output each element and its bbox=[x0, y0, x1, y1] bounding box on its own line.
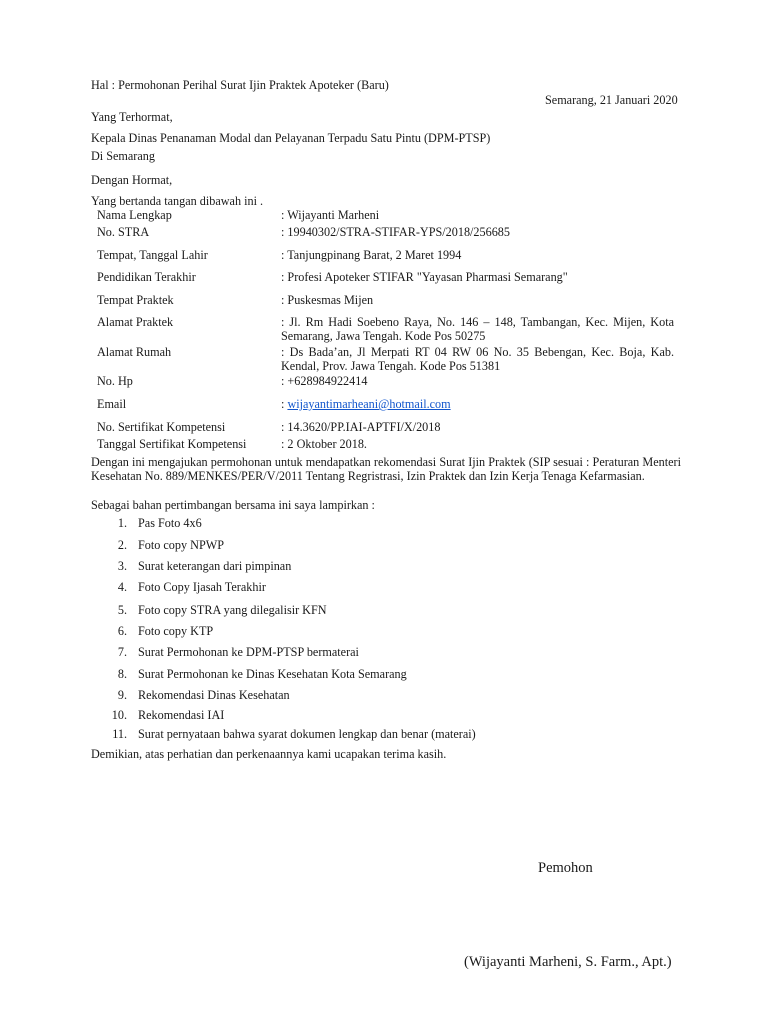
label-practice-place: Tempat Praktek bbox=[97, 293, 174, 307]
attachments-intro: Sebagai bahan pertimbangan bersama ini saya lampirkan : bbox=[91, 498, 375, 512]
list-item: Pas Foto 4x6 bbox=[138, 516, 202, 530]
greeting: Dengan Hormat, bbox=[91, 173, 173, 187]
email-prefix: : bbox=[281, 397, 288, 411]
value-cert-date: : 2 Oktober 2018. bbox=[281, 437, 367, 451]
label-birth: Tempat, Tanggal Lahir bbox=[97, 248, 208, 262]
list-item-number: 2. bbox=[117, 538, 127, 552]
label-full-name: Nama Lengkap bbox=[97, 208, 172, 222]
value-stra: : 19940302/STRA-STIFAR-YPS/2018/256685 bbox=[281, 225, 510, 239]
label-phone: No. Hp bbox=[97, 374, 133, 388]
list-item: Foto Copy Ijasah Terakhir bbox=[138, 580, 266, 594]
list-item-number: 4. bbox=[117, 580, 127, 594]
signature-label: Pemohon bbox=[538, 860, 593, 876]
value-email-wrapper bbox=[281, 397, 451, 411]
value-full-name: : Wijayanti Marheni bbox=[281, 208, 380, 222]
value-home-address: : Ds Bada’an, Jl Merpati RT 04 RW 06 No. 35 Bebengan, Kec. Boja, Kab. Kendal, Prov. Jawa Tengah. Kode Pos 51381 bbox=[281, 345, 674, 373]
label-cert-number: No. Sertifikat Kompetensi bbox=[97, 420, 226, 434]
recipient-location: Di Semarang bbox=[91, 149, 155, 163]
salutation-line: Yang Terhormat, bbox=[91, 110, 173, 124]
value-practice-place: : Puskesmas Mijen bbox=[281, 293, 374, 307]
list-item-number: 6. bbox=[117, 624, 127, 638]
list-item: Foto copy KTP bbox=[138, 624, 214, 638]
request-paragraph: Dengan ini mengajukan permohonan untuk mendapatkan rekomendasi Surat Ijin Praktek (SIP sesuai : Peraturan Menteri Kesehatan No. 889/MENKES/PER/V/2011 Tentang Regristrasi, Izin Praktek dan Izin Kerja Tenaga Kefarmasian. bbox=[91, 455, 681, 483]
list-item-number: 10. bbox=[111, 708, 127, 722]
list-item: Foto copy NPWP bbox=[138, 538, 224, 552]
list-item-number: 9. bbox=[117, 688, 127, 702]
label-cert-date: Tanggal Sertifikat Kompetensi bbox=[97, 437, 247, 451]
label-education: Pendidikan Terakhir bbox=[97, 270, 196, 284]
value-practice-address: : Jl. Rm Hadi Soebeno Raya, No. 146 – 148, Tambangan, Kec. Mijen, Kota Semarang, Jawa Tengah. Kode Pos 50275 bbox=[281, 315, 674, 343]
list-item-number: 7. bbox=[117, 645, 127, 659]
list-item-number: 3. bbox=[117, 559, 127, 573]
list-item-number: 11. bbox=[112, 727, 127, 741]
list-item: Surat pernyataan bahwa syarat dokumen lengkap dan benar (materai) bbox=[138, 727, 476, 741]
letter-subject: Hal : Permohonan Perihal Surat Ijin Praktek Apoteker (Baru) bbox=[91, 78, 389, 92]
email-link[interactable]: wijayantimarheani@hotmail.com bbox=[287, 397, 451, 411]
value-cert-number: : 14.3620/PP.IAI-APTFI/X/2018 bbox=[281, 420, 441, 434]
list-item-number: 8. bbox=[117, 667, 127, 681]
list-item-number: 5. bbox=[117, 603, 127, 617]
place-date: Semarang, 21 Januari 2020 bbox=[545, 93, 678, 107]
list-item: Surat Permohonan ke DPM-PTSP bermaterai bbox=[138, 645, 359, 659]
closing-line: Demikian, atas perhatian dan perkenaannya kami ucapakan terima kasih. bbox=[91, 747, 447, 761]
value-phone: : +628984922414 bbox=[281, 374, 368, 388]
label-email: Email bbox=[97, 397, 127, 411]
label-stra: No. STRA bbox=[97, 225, 150, 239]
value-education: : Profesi Apoteker STIFAR "Yayasan Pharmasi Semarang" bbox=[281, 270, 568, 284]
list-item: Surat keterangan dari pimpinan bbox=[138, 559, 292, 573]
list-item: Surat Permohonan ke Dinas Kesehatan Kota Semarang bbox=[138, 667, 407, 681]
intro-line: Yang bertanda tangan dibawah ini . bbox=[91, 194, 264, 208]
list-item: Rekomendasi Dinas Kesehatan bbox=[138, 688, 290, 702]
signature-name: (Wijayanti Marheni, S. Farm., Apt.) bbox=[464, 954, 672, 970]
list-item-number: 1. bbox=[117, 516, 127, 530]
label-practice-address: Alamat Praktek bbox=[97, 315, 174, 329]
label-home-address: Alamat Rumah bbox=[97, 345, 172, 359]
value-birth: : Tanjungpinang Barat, 2 Maret 1994 bbox=[281, 248, 462, 262]
recipient: Kepala Dinas Penanaman Modal dan Pelayanan Terpadu Satu Pintu (DPM-PTSP) bbox=[91, 131, 491, 145]
list-item: Foto copy STRA yang dilegalisir KFN bbox=[138, 603, 327, 617]
list-item: Rekomendasi IAI bbox=[138, 708, 225, 722]
